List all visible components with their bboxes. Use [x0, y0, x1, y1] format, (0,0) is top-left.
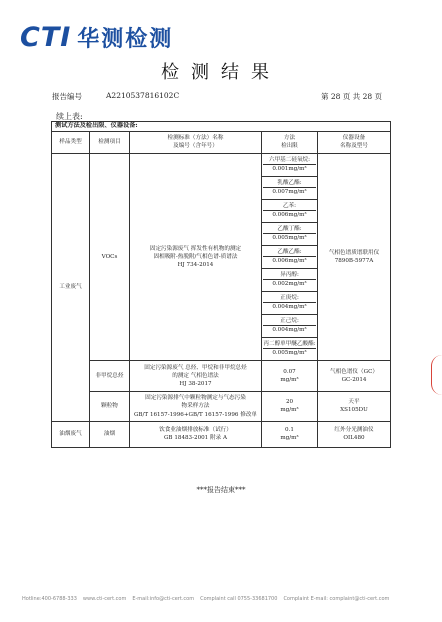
report-number: A2210537816102C [106, 91, 180, 100]
compound-name: 乳酸乙酯: [277, 180, 302, 187]
fume-sample-type-cell: 油烟废气 [52, 421, 90, 447]
continued-label: 续上表: [56, 112, 83, 121]
compound-limit: 0.006mg/m³ [263, 210, 316, 219]
limit-cell [262, 199, 318, 222]
table-row [52, 421, 391, 447]
nmhc-limit-cell [262, 360, 318, 391]
page-title: 检测结果 [161, 62, 281, 83]
header-instrument: 仪器设备 名称及型号 [318, 131, 391, 153]
limit-cell [262, 153, 318, 176]
header-standard: 检测标准（方法）名称 及编号（含年号） [130, 131, 262, 153]
compound-name: 正己烷: [280, 318, 299, 325]
sample-type-cell: 工业废气 [52, 153, 90, 421]
company-logo [20, 22, 173, 53]
limit-value: 20 [285, 399, 294, 406]
table-row [52, 391, 391, 421]
compound-limit: 0.001mg/m³ [263, 164, 316, 173]
compound-name: 丙二醇单甲醚乙酸酯: [263, 341, 316, 348]
footer-email[interactable]: E-mail:info@cti-cert.com [132, 596, 195, 602]
header-sample-type: 样品类型 [52, 131, 90, 153]
compound-limit: 0.005mg/m³ [263, 348, 316, 357]
pm-limit-cell [262, 391, 318, 421]
compound-name: 六甲基二硅氧烷: [268, 157, 311, 164]
limit-unit: mg/m³ [280, 376, 299, 383]
compound-name: 异丙醇: [280, 272, 299, 279]
header-item: 检测项目 [90, 131, 130, 153]
logo-cti-text: CTI [20, 22, 72, 53]
voc-standard-cell: 固定污染源废气 挥发性有机物的测定 固相吸附-热脱附/气相色谱-质谱法 HJ 734-2014 [130, 153, 262, 360]
voc-item-cell: VOCs [90, 153, 130, 360]
compound-limit: 0.007mg/m³ [263, 187, 316, 196]
compound-name: 乙酸乙酯: [277, 249, 302, 256]
footer-hotline: Hotline:400-6788-333 [22, 596, 77, 602]
limit-value: 0.07 [283, 368, 296, 375]
fume-item-cell: 油烟 [90, 421, 130, 447]
section-title: 测试方法及检出限、仪器设备: [52, 122, 391, 132]
nmhc-instrument-cell: 气相色谱仪（GC） GC-2014 [318, 360, 391, 391]
method-table [51, 121, 391, 448]
section-row [52, 122, 391, 132]
compound-limit: 0.004mg/m³ [263, 302, 316, 311]
report-end-mark: ***报告结束*** [196, 486, 246, 494]
limit-unit: mg/m³ [280, 407, 299, 414]
limit-value: 0.1 [285, 427, 294, 434]
limit-unit: mg/m³ [280, 435, 299, 442]
pm-standard-cell: 固定污染源排气中颗粒物测定与气态污染 物采样方法 GB/T 16157-1996+GB/T 16157-1996 修改单 [130, 391, 262, 421]
header-row [52, 131, 391, 153]
pm-item-cell: 颗粒物 [90, 391, 130, 421]
fume-standard-cell: 饮食业油烟排放标准（试行） GB 18483-2001 附录 A [130, 421, 262, 447]
footer-complaint-email[interactable]: Complaint E-mail: complaint@cti-cert.com [283, 596, 390, 602]
fume-instrument-cell: 红外分光测油仪 OIL480 [318, 421, 391, 447]
official-seal-edge [431, 355, 442, 395]
logo-cn-text: 华测检测 [77, 27, 174, 52]
fume-limit-cell [262, 421, 318, 447]
compound-name: 乙苯: [282, 203, 297, 210]
nmhc-standard-cell: 固定污染源废气 总烃、甲烷和非甲烷总烃 的测定 气相色谱法 HJ 38-2017 [130, 360, 262, 391]
nmhc-item-cell: 非甲烷总烃 [90, 360, 130, 391]
voc-instrument-cell: 气相色谱质谱联用仪 7890B-5977A [318, 153, 391, 360]
compound-limit: 0.004mg/m³ [263, 325, 316, 334]
compound-limit: 0.006mg/m³ [263, 256, 316, 265]
header-limit: 方法 检出限 [262, 131, 318, 153]
limit-cell [262, 268, 318, 291]
compound-limit: 0.002mg/m³ [263, 279, 316, 288]
table-row [52, 153, 391, 176]
pm-instrument-cell: 天平 XS105DU [318, 391, 391, 421]
limit-cell [262, 176, 318, 199]
footer-complaint-call: Complaint call 0755-33681700 [200, 596, 278, 602]
compound-name: 乙酸丁酯: [277, 226, 302, 233]
compound-name: 正庚烷: [280, 295, 299, 302]
report-number-label: 报告编号 [52, 92, 82, 101]
limit-cell [262, 314, 318, 337]
page-indicator: 第 28 页 共 28 页 [320, 92, 382, 101]
limit-cell [262, 245, 318, 268]
page-footer [22, 596, 389, 602]
limit-cell [262, 291, 318, 314]
limit-cell [262, 337, 318, 360]
footer-website[interactable]: www.cti-cert.com [82, 596, 127, 602]
limit-cell [262, 222, 318, 245]
table-row [52, 360, 391, 391]
compound-limit: 0.005mg/m³ [263, 233, 316, 242]
